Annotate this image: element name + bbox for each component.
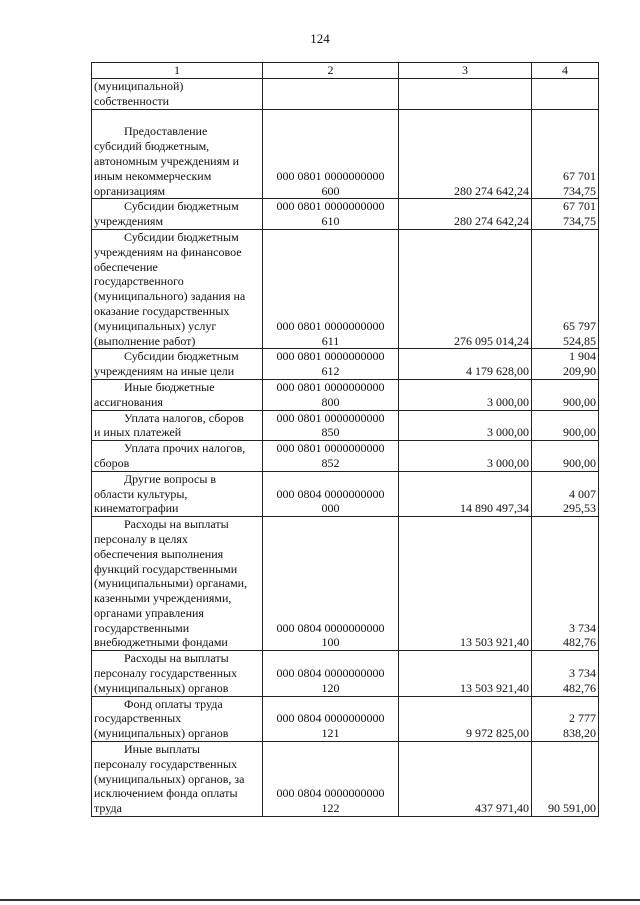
row-value-col3: 14 890 497,34: [399, 471, 532, 516]
row-value-col4: 90 591,00: [532, 742, 599, 817]
row-code-line: 000 0801 0000000000: [276, 168, 385, 183]
table-row: [92, 349, 599, 380]
row-code-line: 000 0804 0000000000: [276, 486, 385, 501]
row-code-line: 800: [321, 394, 340, 409]
row-name-line: Расходы на выплаты: [124, 517, 229, 532]
row-value-col4: 900,00: [532, 379, 599, 410]
row-value-col3: 13 503 921,40: [399, 517, 532, 651]
table-row: [92, 79, 599, 110]
row-code-line: 122: [321, 801, 340, 816]
table-row: [92, 379, 599, 410]
row-name-cell: [92, 471, 263, 516]
row-name-line: [94, 110, 260, 125]
row-name-line: исключением фонда оплаты: [94, 786, 238, 801]
row-code-cell: [263, 410, 399, 441]
row-code-line: 600: [321, 183, 340, 198]
row-name-line: (муниципальными) органами,: [94, 576, 248, 591]
header-col-4: 4: [532, 63, 599, 79]
row-code-line: 611: [321, 333, 340, 348]
row-code-cell: [263, 742, 399, 817]
row-name-cell: [92, 199, 263, 230]
row-name-cell: [92, 696, 263, 741]
table-row: [92, 517, 599, 651]
row-value-col3: 3 000,00: [399, 410, 532, 441]
row-name-line: организациям: [94, 183, 166, 198]
row-name-line: (выполнение работ): [94, 333, 196, 348]
row-name-line: внебюджетными фондами: [94, 635, 228, 650]
row-name-line: оказание государственных: [94, 303, 230, 318]
row-name-line: государственными: [94, 620, 190, 635]
row-value-col3: 13 503 921,40: [399, 651, 532, 696]
row-name-line: государственных: [94, 711, 182, 726]
row-code-cell: [263, 379, 399, 410]
row-value-col3: 3 000,00: [399, 441, 532, 472]
row-name-line: автономным учреждениям и: [94, 153, 240, 168]
table-row: [92, 742, 599, 817]
row-name-line: функций государственными: [94, 561, 238, 576]
row-name-cell: [92, 410, 263, 441]
row-name-cell: [92, 379, 263, 410]
row-value-col4: 2 777 838,20: [532, 696, 599, 741]
row-code-line: 000 0801 0000000000: [276, 199, 385, 214]
row-name-line: государственного: [94, 274, 184, 289]
row-code-line: 000 0801 0000000000: [276, 349, 385, 364]
row-value-col4: 3 734 482,76: [532, 651, 599, 696]
row-code-line: 612: [321, 364, 340, 379]
row-value-col3: 9 972 825,00: [399, 696, 532, 741]
row-name-line: (муниципальных) органов: [94, 726, 229, 741]
row-name-line: субсидий бюджетным,: [94, 139, 210, 154]
row-name-line: (муниципальной): [94, 79, 184, 93]
row-value-col3: 276 095 014,24: [399, 229, 532, 348]
row-value-col4: 900,00: [532, 441, 599, 472]
row-name-line: (муниципального) задания на: [94, 289, 246, 304]
row-name-line: Фонд оплаты труда: [124, 696, 223, 711]
row-value-col4: [532, 79, 599, 110]
row-name-line: казенными учреждениями,: [94, 591, 232, 606]
row-value-col4: 67 701 734,75: [532, 109, 599, 199]
row-name-line: Уплата прочих налогов,: [124, 441, 246, 456]
row-code-cell: [263, 349, 399, 380]
row-code-cell: [263, 517, 399, 651]
row-name-line: органами управления: [94, 605, 204, 620]
row-code-cell: [263, 109, 399, 199]
row-code-line: 852: [321, 455, 340, 470]
row-name-cell: [92, 229, 263, 348]
row-code-line: 000 0801 0000000000: [276, 318, 385, 333]
row-name-line: собственности: [94, 93, 170, 108]
row-code-line: 100: [321, 635, 340, 650]
row-code-cell: [263, 441, 399, 472]
row-code-line: 121: [321, 726, 340, 741]
row-code-cell: [263, 199, 399, 230]
row-value-col4: 1 904 209,90: [532, 349, 599, 380]
table-row: [92, 199, 599, 230]
table-row: [92, 696, 599, 741]
row-code-line: 000 0801 0000000000: [276, 441, 385, 456]
row-name-cell: [92, 349, 263, 380]
row-name-line: Субсидии бюджетным: [124, 229, 239, 244]
row-name-line: обеспечения выполнения: [94, 546, 224, 561]
row-code-line: 000 0804 0000000000: [276, 711, 385, 726]
row-name-line: иным некоммерческим: [94, 168, 212, 183]
row-code-line: 000 0804 0000000000: [276, 620, 385, 635]
row-name-line: персоналу в целях: [94, 531, 188, 546]
row-name-cell: [92, 441, 263, 472]
row-value-col3: 280 274 642,24: [399, 199, 532, 230]
row-name-cell: [92, 517, 263, 651]
row-name-cell: [92, 651, 263, 696]
page-number: 124: [310, 31, 330, 46]
row-name-line: Иные выплаты: [124, 742, 200, 757]
row-value-col4: 900,00: [532, 410, 599, 441]
row-code-line: 000 0801 0000000000: [276, 379, 385, 394]
table-row: [92, 651, 599, 696]
row-name-line: (муниципальных) услуг: [94, 318, 217, 333]
row-name-line: и иных платежей: [94, 425, 182, 440]
header-row: [92, 63, 599, 79]
row-name-cell: [92, 742, 263, 817]
row-name-line: кинематографии: [94, 501, 179, 516]
row-value-col4: 4 007 295,53: [532, 471, 599, 516]
row-name-cell: [92, 109, 263, 199]
row-code-cell: [263, 471, 399, 516]
row-value-col4: 3 734 482,76: [532, 517, 599, 651]
row-name-line: ассигнования: [94, 394, 163, 409]
row-name-line: Иные бюджетные: [124, 379, 215, 394]
header-col-3: 3: [399, 63, 532, 79]
row-code-cell: [263, 79, 399, 110]
row-code-line: 000 0804 0000000000: [276, 666, 385, 681]
row-code-cell: [263, 696, 399, 741]
row-name-line: (муниципальных) органов, за: [94, 771, 245, 786]
row-value-col3: 280 274 642,24: [399, 109, 532, 199]
row-name-line: персоналу государственных: [94, 756, 238, 771]
budget-table: [91, 62, 599, 817]
row-name-line: области культуры,: [94, 486, 188, 501]
row-name-line: Другие вопросы в: [124, 471, 217, 486]
row-code-line: 000: [321, 501, 340, 516]
row-value-col3: 4 179 628,00: [399, 349, 532, 380]
row-name-line: Субсидии бюджетным: [124, 199, 239, 214]
row-name-cell: [92, 79, 263, 110]
row-name-line: учреждениям: [94, 214, 164, 229]
row-name-line: персоналу государственных: [94, 666, 238, 681]
row-code-cell: [263, 229, 399, 348]
row-code-line: 000 0804 0000000000: [276, 786, 385, 801]
table-row: [92, 229, 599, 348]
row-name-line: учреждениям на иные цели: [94, 364, 235, 379]
row-name-line: сборов: [94, 455, 130, 470]
row-name-line: Субсидии бюджетным: [124, 349, 239, 364]
table-row: [92, 410, 599, 441]
row-value-col3: 437 971,40: [399, 742, 532, 817]
row-code-cell: [263, 651, 399, 696]
row-name-line: (муниципальных) органов: [94, 680, 229, 695]
row-value-col4: 65 797 524,85: [532, 229, 599, 348]
scan-edge-line: [0, 899, 640, 901]
table-row: [92, 441, 599, 472]
row-name-line: труда: [94, 801, 122, 816]
header-col-2: 2: [263, 63, 399, 79]
row-name-line: Расходы на выплаты: [124, 651, 229, 666]
row-code-line: 120: [321, 680, 340, 695]
row-value-col3: 3 000,00: [399, 379, 532, 410]
row-code-line: 000 0801 0000000000: [276, 410, 385, 425]
table-row: [92, 109, 599, 199]
header-col-1: 1: [92, 63, 263, 79]
row-name-line: обеспечение: [94, 259, 158, 274]
row-name-line: учреждениям на финансовое: [94, 244, 242, 259]
row-name-line: Уплата налогов, сборов: [124, 410, 244, 425]
row-name-line: Предоставление: [124, 124, 208, 139]
table-row: [92, 471, 599, 516]
row-code-line: 610: [321, 214, 340, 229]
row-value-col4: 67 701 734,75: [532, 199, 599, 230]
row-value-col3: [399, 79, 532, 110]
row-code-line: 850: [321, 425, 340, 440]
